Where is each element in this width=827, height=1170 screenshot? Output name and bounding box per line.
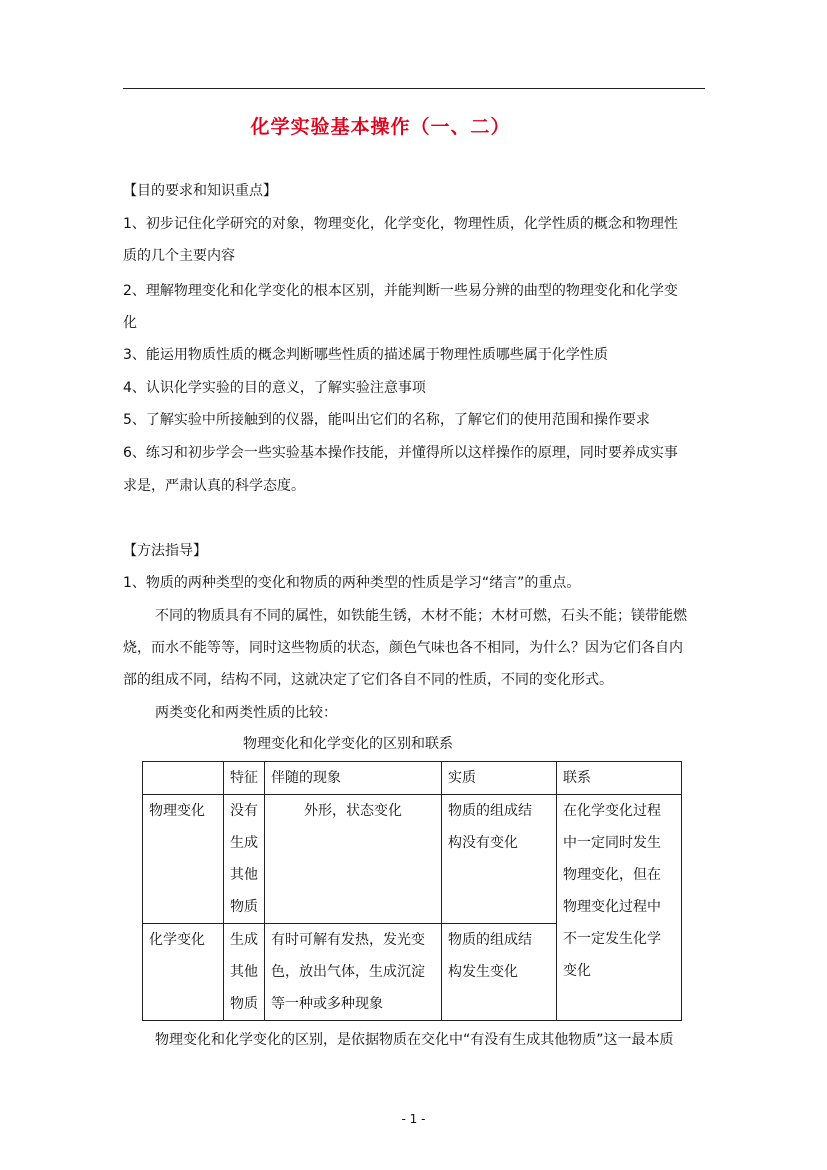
closing-line: 物理变化和化学变化的区别，是依据物质在交化中“有没有生成其他物质”这一最本质 <box>155 1032 674 1048</box>
goal-line: 1、初步记住化学研究的对象，物理变化，化学变化，物理性质，化学性质的概念和物理性 <box>123 216 678 232</box>
feature-line: 没有 <box>230 803 258 819</box>
row-essence <box>442 924 557 1021</box>
table-header-relation: 联系 <box>557 762 682 795</box>
row-name: 化学变化 <box>143 924 224 1021</box>
goal-line: 质的几个主要内容 <box>123 248 235 264</box>
essence-line: 物质的组成结 <box>448 803 532 819</box>
comparison-table <box>142 761 682 1021</box>
row-essence <box>442 795 557 924</box>
relation-cell <box>557 795 682 1021</box>
phenomena-line: 等一种或多种现象 <box>271 996 383 1012</box>
essence-line: 物质的组成结 <box>448 932 532 948</box>
section-heading-method: 【方法指导】 <box>123 543 207 559</box>
feature-line: 生成 <box>230 835 258 851</box>
table-header-phenomena: 伴随的现象 <box>265 762 442 795</box>
row-name: 物理变化 <box>143 795 224 924</box>
method-point: 1、物质的两种类型的变化和物质的两种类型的性质是学习“绪言”的重点。 <box>123 575 581 591</box>
goal-line: 求是，严肃认真的科学态度。 <box>123 478 305 494</box>
row-feature <box>224 795 265 924</box>
table-header-empty <box>143 762 224 795</box>
feature-line: 物质 <box>230 899 258 915</box>
relation-line: 物理变化，但在 <box>563 867 661 883</box>
row-phenomena: 外形，状态变化 <box>265 795 442 924</box>
table-caption: 物理变化和化学变化的区别和联系 <box>243 736 453 752</box>
paragraph-line: 部的组成不同，结构不同，这就决定了它们各自不同的性质，不同的变化形式。 <box>123 672 613 688</box>
essence-line: 构没有变化 <box>448 835 518 851</box>
table-row <box>143 795 682 924</box>
table-header-row <box>143 762 682 795</box>
goal-line: 2、理解物理变化和化学变化的根本区别，并能判断一些易分辨的曲型的物理变化和化学变 <box>123 283 678 299</box>
relation-line: 物理变化过程中 <box>563 899 661 915</box>
phenomena-line: 有时可解有发热，发光变 <box>271 932 425 948</box>
table-header-essence: 实质 <box>442 762 557 795</box>
feature-line: 其他 <box>230 867 258 883</box>
relation-line: 在化学变化过程 <box>563 803 661 819</box>
relation-line: 不一定发生化学 <box>563 931 661 947</box>
feature-line: 其他 <box>230 964 258 980</box>
page-number: - 1 - <box>401 1112 426 1126</box>
relation-line: 中一定同时发生 <box>563 835 661 851</box>
phenomena-line: 色，放出气体，生成沉淀 <box>271 964 425 980</box>
paragraph-line: 烧，而水不能等等，同时这些物质的状态，颜色气味也各不相同，为什么？因为它们各自内 <box>123 640 683 656</box>
header-rule <box>123 88 705 89</box>
table-header-feature: 特征 <box>224 762 265 795</box>
feature-line: 生成 <box>230 932 258 948</box>
section-heading-goals: 【目的要求和知识重点】 <box>123 183 277 199</box>
page-title: 化学实验基本操作（一、二） <box>250 116 511 138</box>
essence-line: 构发生变化 <box>448 964 518 980</box>
goal-line: 3、能运用物质性质的概念判断哪些性质的描述属于物理性质哪些属于化学性质 <box>123 347 608 363</box>
compare-intro: 两类变化和两类性质的比较： <box>155 705 337 721</box>
relation-line: 变化 <box>563 963 591 979</box>
paragraph-line: 不同的物质具有不同的属性，如铁能生锈，木材不能；木材可燃，石头不能；镁带能燃 <box>155 608 687 624</box>
goal-line: 5、了解实验中所接触到的仪器，能叫出它们的名称，了解它们的使用范围和操作要求 <box>123 412 650 428</box>
goal-line: 4、认识化学实验的目的意义，了解实验注意事项 <box>123 380 426 396</box>
goal-line: 6、练习和初步学会一些实验基本操作技能，并懂得所以这样操作的原理，同时要养成实事 <box>123 445 678 461</box>
feature-line: 物质 <box>230 996 258 1012</box>
row-feature <box>224 924 265 1021</box>
row-phenomena <box>265 924 442 1021</box>
goal-line: 化 <box>123 315 137 331</box>
